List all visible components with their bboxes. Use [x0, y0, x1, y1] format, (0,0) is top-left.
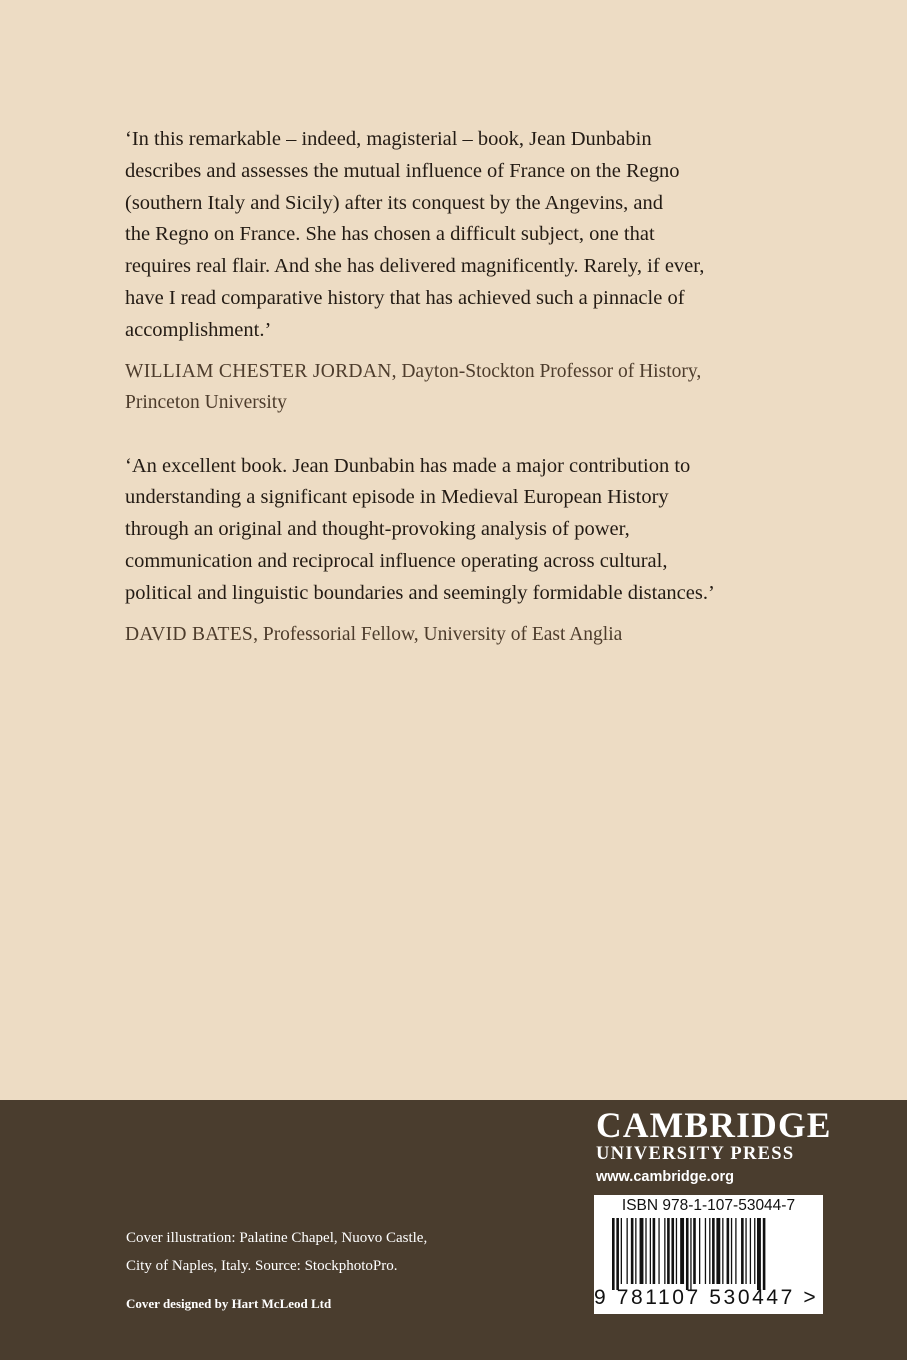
barcode-bar [653, 1218, 656, 1284]
barcode-bar [686, 1218, 689, 1290]
isbn-barcode [594, 1195, 823, 1314]
barcode-bar [727, 1218, 730, 1284]
barcode-bar [667, 1218, 670, 1284]
barcode-bar [676, 1218, 677, 1284]
publisher-subtitle: UNIVERSITY PRESS [596, 1144, 795, 1164]
barcode-bar [658, 1218, 659, 1284]
barcode-bar [621, 1218, 622, 1284]
barcode-bar [754, 1218, 755, 1284]
barcode-bar [635, 1218, 636, 1284]
barcode-bar [645, 1218, 646, 1284]
cover-credits [126, 1225, 546, 1312]
barcode-bar [745, 1218, 746, 1284]
quote-attribution [125, 356, 825, 419]
illustration-credit: Cover illustration: Palatine Chapel, Nuovo Castle, City of Naples, Italy. Source: StockphotoPro. [126, 1230, 428, 1274]
quote-attribution [125, 619, 825, 651]
barcode-digits: 9 781107 530447 > [594, 1286, 819, 1309]
barcode-icon [602, 1218, 815, 1290]
isbn-label: ISBN 978-1-107-53044-7 [621, 1197, 796, 1214]
barcode-bar [741, 1218, 744, 1284]
barcode-bar [716, 1218, 720, 1284]
barcode-bar [650, 1218, 651, 1284]
quote-affiliation: , Dayton-Stockton Professor of History, Princeton University [125, 360, 702, 414]
quote-text: ‘An excellent book. Jean Dunbabin has made a major contribution to understanding a significant episode in Medieval European History through an original and thought-provoking analysis of power, communication and reciprocal influence operating across cultural, political and linguistic boundaries and seemingly formidable distances.’ [125, 454, 715, 604]
quote-author: DAVID BATES [125, 623, 254, 645]
barcode-bar [722, 1218, 723, 1284]
publisher-name: CAMBRIDGE [596, 1105, 832, 1145]
barcode-bar [705, 1218, 706, 1284]
publisher-url: www.cambridge.org [596, 1169, 735, 1185]
designer-credit: Cover designed by Hart McLeod Ltd [126, 1296, 332, 1311]
barcode-bar [763, 1218, 766, 1290]
barcode-bar [693, 1218, 696, 1284]
barcode-bar [680, 1218, 684, 1284]
barcode-bar [757, 1218, 761, 1290]
barcode-bar [671, 1218, 674, 1284]
barcode-bar [750, 1218, 751, 1284]
barcode-bar [735, 1218, 736, 1284]
barcode-bar [712, 1218, 715, 1284]
barcode-bar [699, 1218, 700, 1284]
barcode-bar [731, 1218, 732, 1284]
barcode-bar [709, 1218, 710, 1284]
quote-author: WILLIAM CHESTER JORDAN [125, 360, 392, 382]
barcode-bar [627, 1218, 628, 1284]
barcode-bar [664, 1218, 665, 1284]
publisher-logo [596, 1105, 832, 1190]
quote-text: ‘In this remarkable – indeed, magisterial – book, Jean Dunbabin describes and assesses the mutual influence of France on the Regno (southern Italy and Sicily) after its conquest by the Angevins, and the Regno on France. She has chosen a difficult subject, one that requires real flair. And she has delivered magnificently. Rarely, if ever, have I read comparative history that has achieved such a pinnacle of accomplishment.’ [125, 128, 705, 341]
barcode-bar [690, 1218, 691, 1290]
barcode-bar [631, 1218, 634, 1284]
quote-affiliation: , Professorial Fellow, University of East Anglia [253, 623, 623, 645]
barcode-bar [616, 1218, 619, 1290]
barcode-bar [640, 1218, 644, 1284]
barcode-bar [612, 1218, 615, 1290]
endorsements [125, 124, 825, 650]
